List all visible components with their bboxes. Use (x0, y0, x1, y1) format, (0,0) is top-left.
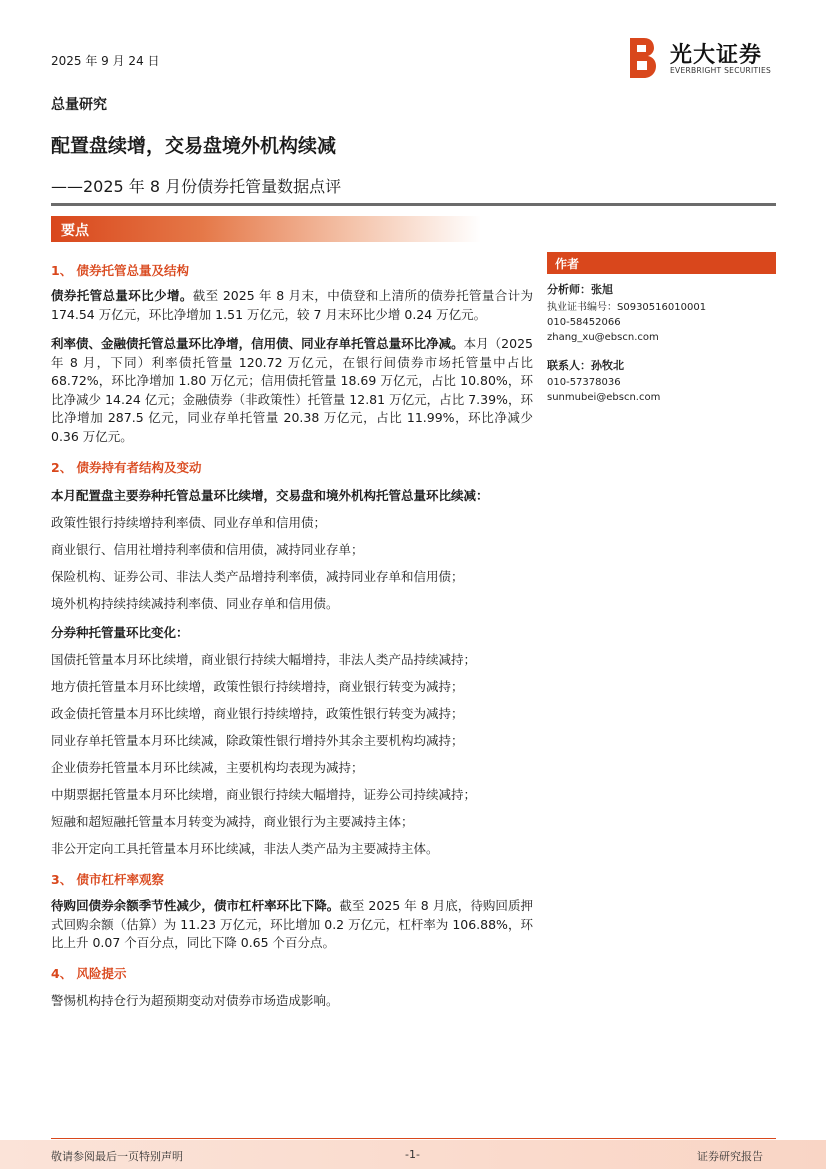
company-logo (626, 36, 776, 82)
section-heading-4: 4、 风险提示 (51, 966, 127, 981)
risk-warning: 警惕机构持仓行为超预期变动对债券市场造成影响。 (51, 993, 339, 1008)
contact-name: 联系人：孙牧北 (547, 359, 624, 372)
contact-phone: 010-57378036 (547, 377, 621, 388)
section-2-subhead: 分券种托管量环比变化： (51, 625, 189, 640)
list-item: 政金债托管量本月环比续增，商业银行持续增持，政策性银行转变为减持； (51, 706, 464, 721)
report-date: 2025 年 9 月 24 日 (51, 54, 160, 68)
footer-report-type: 证券研究报告 (697, 1150, 763, 1163)
footer-disclaimer: 敬请参阅最后一页特别声明 (51, 1150, 183, 1163)
list-item: 保险机构、证券公司、非法人类产品增持利率债，减持同业存单和信用债； (51, 569, 464, 584)
section-heading-2: 2、 债券持有者结构及变动 (51, 460, 202, 475)
page-number: -1- (405, 1148, 420, 1161)
report-category: 总量研究 (51, 97, 107, 113)
page-title: 配置盘续增，交易盘境外机构续减 (51, 135, 337, 157)
list-item: 中期票据托管量本月环比续增，商业银行持续大幅增持，证券公司持续减持； (51, 787, 477, 802)
list-item: 同业存单托管量本月环比续减，除政策性银行增持外其余主要机构均减持； (51, 733, 464, 748)
analyst-name: 分析师：张旭 (547, 283, 613, 296)
list-item: 国债托管量本月环比续增，商业银行持续大幅增持，非法人类产品持续减持； (51, 652, 477, 667)
author-banner-label: 作者 (555, 257, 580, 271)
section-1-paragraph-1: 债券托管总量环比少增。截至 2025 年 8 月末，中债登和上清所的债券托管量合计为 174.54 万亿元，环比净增加 1.51 万亿元，较 7 月末环比少增 0.24 万亿元。 (51, 288, 533, 322)
page-subtitle: ——2025 年 8 月份债券托管量数据点评 (51, 177, 342, 196)
logo-subtext: EVERBRIGHT SECURITIES (670, 66, 772, 75)
analyst-email: zhang_xu@ebscn.com (547, 332, 659, 343)
section-1-paragraph-2: 利率债、金融债托管总量环比净增，信用债、同业存单托管总量环比净减。本月（2025 年 8 月，下同）利率债托管量 120.72 万亿元，在银行间债券市场托管量中占比 68.72%，环比净增加 1.80 万亿元；信用债托管量 18.69 万亿元，占比 10.80%，环比净减少 14.24 亿元；金融债券（非政策性）托管量 12.81 万亿元，占比 7.39%，环比净增加 287.5 亿元，同业存单托管量 20.38 万亿元，占比 11.99%，环比净减少 0.36 万亿元。 (51, 336, 533, 444)
section-heading-1: 1、 债券托管总量及结构 (51, 263, 190, 278)
section-heading-3: 3、 债市杠杆率观察 (51, 872, 165, 887)
list-item: 地方债托管量本月环比续增，政策性银行持续增持，商业银行转变为减持； (51, 679, 464, 694)
logo-text: 光大证券 (670, 43, 763, 68)
title-divider (51, 203, 776, 206)
everbright-logo-icon (626, 36, 658, 80)
footer-divider (51, 1138, 776, 1139)
list-item: 商业银行、信用社增持利率债和信用债，减持同业存单； (51, 542, 364, 557)
analyst-license: 执业证书编号：S0930516010001 (547, 302, 707, 313)
contact-email: sunmubei@ebscn.com (547, 392, 661, 403)
section-3-paragraph: 待购回债券余额季节性减少，债市杠杆率环比下降。截至 2025 年 8 月底，待购回质押式回购余额（估算）为 11.23 万亿元，环比增加 0.2 万亿元，杠杆率为 106.88%，环比上升 0.07 个百分点，同比下降 0.65 个百分点。 (51, 898, 533, 950)
analyst-phone: 010-58452066 (547, 317, 621, 328)
list-item: 企业债券托管量本月环比续减，主要机构均表现为减持； (51, 760, 364, 775)
list-item: 政策性银行持续增持利率债、同业存单和信用债； (51, 515, 327, 530)
list-item: 境外机构持续持续减持利率债、同业存单和信用债。 (51, 596, 339, 611)
author-banner (547, 252, 776, 274)
list-item: 非公开定向工具托管量本月环比续减，非法人类产品为主要减持主体。 (51, 841, 439, 856)
keypoints-banner (51, 216, 481, 242)
list-item: 短融和超短融托管量本月转变为减持，商业银行为主要减持主体； (51, 814, 414, 829)
section-2-lead: 本月配置盘主要券种托管总量环比续增，交易盘和境外机构托管总量环比续减： (51, 488, 489, 503)
keypoints-label: 要点 (61, 223, 89, 239)
